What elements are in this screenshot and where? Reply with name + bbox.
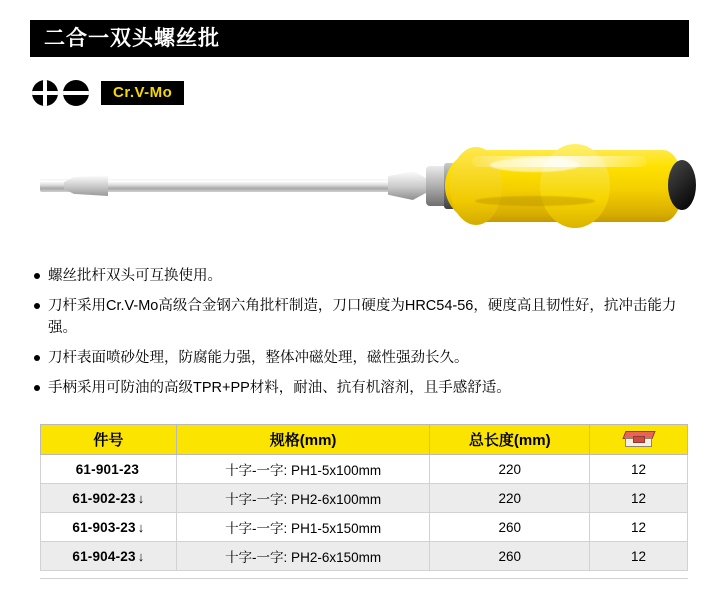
cell-spec: 十字-一字: PH1-5x150mm <box>176 513 430 542</box>
cell-total-length: 220 <box>430 455 590 484</box>
table-row <box>41 484 688 513</box>
cell-total-length: 260 <box>430 542 590 571</box>
table-row <box>41 455 688 484</box>
cell-part-no <box>41 484 177 513</box>
table-header-row <box>41 425 688 455</box>
column-header-package-qty <box>590 425 688 455</box>
part-no-text: 61-902-23 <box>72 490 136 506</box>
part-no-text: 61-903-23 <box>72 519 136 535</box>
bottom-divider <box>40 578 688 579</box>
list-item <box>34 377 694 399</box>
list-item <box>34 295 694 339</box>
feature-text: 刀杆表面喷砂处理，防腐能力强，整体冲磁处理，磁性强劲长久。 <box>48 350 469 366</box>
page-title: 二合一双头螺丝批 <box>44 27 220 50</box>
bullet-icon <box>34 273 40 279</box>
part-no-text: 61-901-23 <box>75 461 140 477</box>
cell-part-no <box>41 513 177 542</box>
column-header-part-no: 件号 <box>41 425 177 455</box>
cell-package-qty: 12 <box>590 484 688 513</box>
package-icon <box>624 431 654 448</box>
product-image <box>20 130 690 240</box>
handle-grip-upper <box>490 158 580 172</box>
cell-package-qty: 12 <box>590 542 688 571</box>
table-row <box>41 542 688 571</box>
feature-text: 螺丝批杆双头可互换使用。 <box>48 268 222 284</box>
specification-table <box>40 424 688 571</box>
phillips-tip <box>388 171 428 200</box>
cell-spec: 十字-一字: PH2-6x100mm <box>176 484 430 513</box>
bullet-icon <box>34 303 40 309</box>
bit-type-icons <box>32 80 89 106</box>
page-title-bar <box>21 20 689 57</box>
phillips-bit-icon <box>32 80 58 106</box>
bullet-icon <box>34 355 40 361</box>
feature-list <box>34 265 694 407</box>
slotted-bit-icon <box>63 80 89 106</box>
arrow-down-icon: ↓ <box>137 519 145 535</box>
handle-end-cap <box>668 160 696 210</box>
list-item <box>34 265 694 287</box>
cell-package-qty: 12 <box>590 513 688 542</box>
cell-spec: 十字-一字: PH1-5x100mm <box>176 455 430 484</box>
handle-grip-lower <box>475 196 595 206</box>
cell-spec: 十字-一字: PH2-6x150mm <box>176 542 430 571</box>
table-row <box>41 513 688 542</box>
title-accent-block <box>21 20 30 57</box>
bullet-icon <box>34 385 40 391</box>
column-header-spec: 规格(mm) <box>176 425 430 455</box>
cell-total-length: 260 <box>430 513 590 542</box>
column-header-total-length: 总长度(mm) <box>430 425 590 455</box>
arrow-down-icon <box>139 462 141 477</box>
cell-part-no <box>41 542 177 571</box>
cell-package-qty: 12 <box>590 455 688 484</box>
material-badge-row <box>32 80 184 106</box>
part-no-text: 61-904-23 <box>72 548 136 564</box>
arrow-down-icon: ↓ <box>137 490 145 506</box>
list-item <box>34 347 694 369</box>
cell-total-length: 220 <box>430 484 590 513</box>
material-badge: Cr.V-Mo <box>101 81 184 105</box>
arrow-down-icon: ↓ <box>137 548 145 564</box>
feature-text: 刀杆采用Cr.V-Mo高级合金钢六角批杆制造，刀口硬度为HRC54-56，硬度高且韧性好，抗冲击能力强。 <box>48 298 677 336</box>
cell-part-no <box>41 455 177 484</box>
feature-text: 手柄采用可防油的高级TPR+PP材料，耐油、抗有机溶剂，且手感舒适。 <box>48 380 511 396</box>
